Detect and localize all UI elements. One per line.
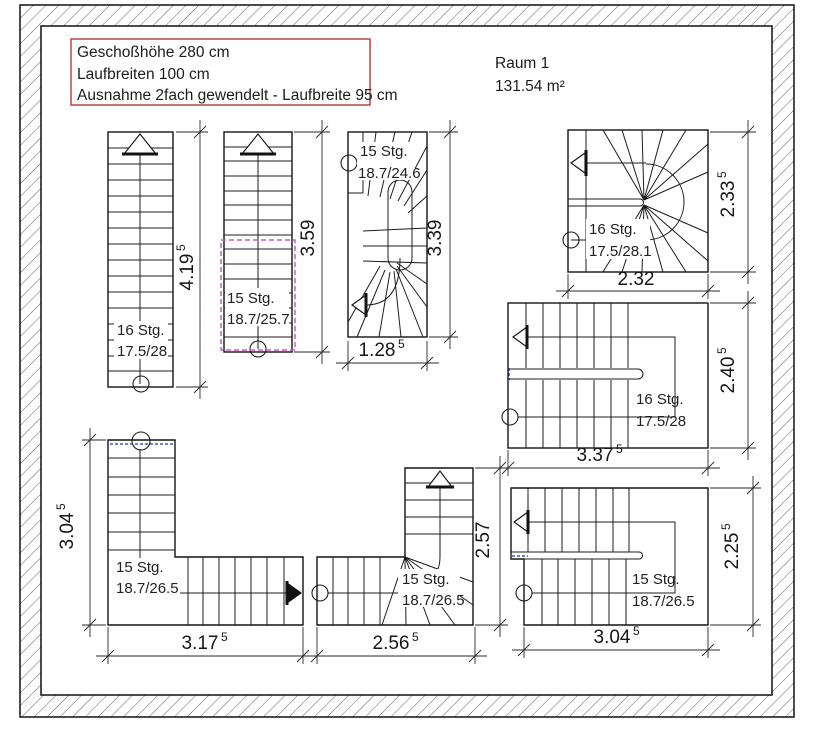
dimension-s6-height (710, 476, 761, 637)
dimension-s5-height (710, 291, 756, 460)
dimension-s7-height (54, 428, 106, 637)
stair-6-steps: 15 Stg. (632, 571, 680, 588)
dimension-s5-width (496, 442, 720, 476)
stair-7-steps: 15 Stg. (116, 559, 164, 576)
upper-treads (528, 488, 629, 552)
dimension-s3-height (425, 120, 458, 349)
direction-arrow-up-icon (124, 134, 156, 154)
center-divider (511, 552, 643, 559)
dimension-s1-height (174, 120, 208, 399)
stair-7-l-shape[interactable] (108, 432, 303, 625)
entry-circle-icon (132, 432, 150, 450)
dimension-s7-width (96, 627, 315, 664)
info-box (71, 39, 398, 105)
svg-text:2.56: 2.56 (372, 633, 410, 654)
stair-2-straight-selected[interactable] (221, 132, 295, 357)
stair-6-ratio: 18.7/26.5 (632, 593, 695, 610)
stair-5-u-landing[interactable] (502, 303, 708, 448)
svg-text:3.04: 3.04 (57, 512, 78, 550)
stair-7-ratio: 18.7/26.5 (116, 580, 179, 597)
direction-arrow-left-icon (513, 327, 527, 347)
dimension-s8-height (473, 456, 508, 637)
svg-text:5: 5 (412, 630, 419, 644)
svg-text:2.33: 2.33 (718, 180, 739, 218)
dimension-s6-width (512, 624, 720, 658)
entry-circle-icon (133, 376, 149, 392)
stair-1-ratio: 17.5/28 (117, 343, 168, 360)
stair-6-u-landing[interactable] (511, 488, 708, 625)
room-name: Raum 1 (495, 55, 550, 72)
svg-text:5: 5 (719, 523, 733, 530)
svg-text:5: 5 (174, 244, 188, 251)
dimension-s3-width (336, 337, 439, 371)
upper-treads (108, 458, 175, 550)
room-label (495, 55, 565, 95)
stair-2-ratio: 18.7/25.7 (227, 311, 290, 328)
svg-text:4.19: 4.19 (177, 253, 198, 291)
svg-text:2.32: 2.32 (617, 269, 655, 290)
stair-5-ratio: 17.5/28 (636, 413, 687, 430)
info-line-2: Laufbreiten 100 cm (77, 66, 210, 83)
stair-3-steps: 15 Stg. (360, 143, 408, 160)
stair-8-l-winder[interactable] (312, 468, 473, 625)
center-divider (568, 199, 644, 206)
svg-text:2.40: 2.40 (718, 356, 739, 394)
dimension-s8-width (305, 627, 487, 664)
svg-text:1.28: 1.28 (358, 340, 396, 361)
svg-text:5: 5 (221, 630, 228, 644)
stair-3-winder[interactable] (341, 132, 427, 337)
entry-circle-icon (341, 155, 357, 171)
svg-text:3.59: 3.59 (298, 219, 319, 257)
entry-circle-icon (502, 409, 518, 425)
stair-8-steps: 15 Stg. (402, 571, 450, 588)
info-line-3: Ausnahme 2fach gewendelt - Laufbreite 95 cm (77, 87, 398, 104)
svg-text:5: 5 (715, 171, 729, 178)
svg-text:3.37: 3.37 (576, 445, 614, 466)
lower-treads (333, 557, 380, 625)
stair-4-steps: 16 Stg. (589, 221, 637, 238)
svg-text:5: 5 (54, 503, 68, 510)
lower-treads (188, 557, 284, 625)
direction-arrow-up-icon (428, 471, 452, 487)
svg-text:5: 5 (633, 624, 640, 638)
stair-3-ratio: 18.7/24.6 (358, 165, 421, 182)
room-area: 131.54 m² (495, 78, 565, 95)
walkline-arc (646, 164, 684, 240)
dimension-s2-height (294, 120, 330, 364)
direction-arrow-right-icon (287, 583, 301, 603)
svg-text:3.39: 3.39 (425, 219, 446, 257)
stair-2-steps: 15 Stg. (227, 290, 275, 307)
stair-8-ratio: 18.7/26.5 (402, 592, 465, 609)
walkline (354, 163, 400, 305)
center-divider (508, 369, 643, 379)
lower-treads (526, 380, 628, 448)
svg-text:3.04: 3.04 (593, 627, 631, 648)
stair-4-double-winder[interactable] (563, 130, 708, 272)
svg-text:5: 5 (398, 337, 405, 351)
stair-5-steps: 16 Stg. (636, 391, 684, 408)
svg-text:2.25: 2.25 (722, 532, 743, 570)
upper-treads (526, 303, 628, 368)
direction-arrow-left-icon (571, 153, 585, 173)
direction-arrow-left-icon (514, 512, 528, 532)
svg-text:5: 5 (715, 347, 729, 354)
direction-arrow-up-icon (242, 134, 274, 154)
exterior-wall (20, 5, 794, 717)
lower-treads (542, 559, 626, 625)
svg-text:2.57: 2.57 (473, 521, 494, 559)
stair-1-straight[interactable] (108, 132, 173, 392)
info-line-1: Geschoßhöhe 280 cm (77, 44, 230, 61)
stair-4-ratio: 17.5/28.1 (589, 243, 652, 260)
svg-text:5: 5 (616, 442, 623, 456)
dimension-s4-height (710, 120, 756, 284)
svg-text:3.17: 3.17 (181, 633, 219, 654)
dimension-s4-width (556, 269, 720, 299)
upper-treads (405, 483, 473, 534)
stair-1-steps: 16 Stg. (117, 322, 165, 339)
entry-circle-icon (312, 585, 328, 601)
